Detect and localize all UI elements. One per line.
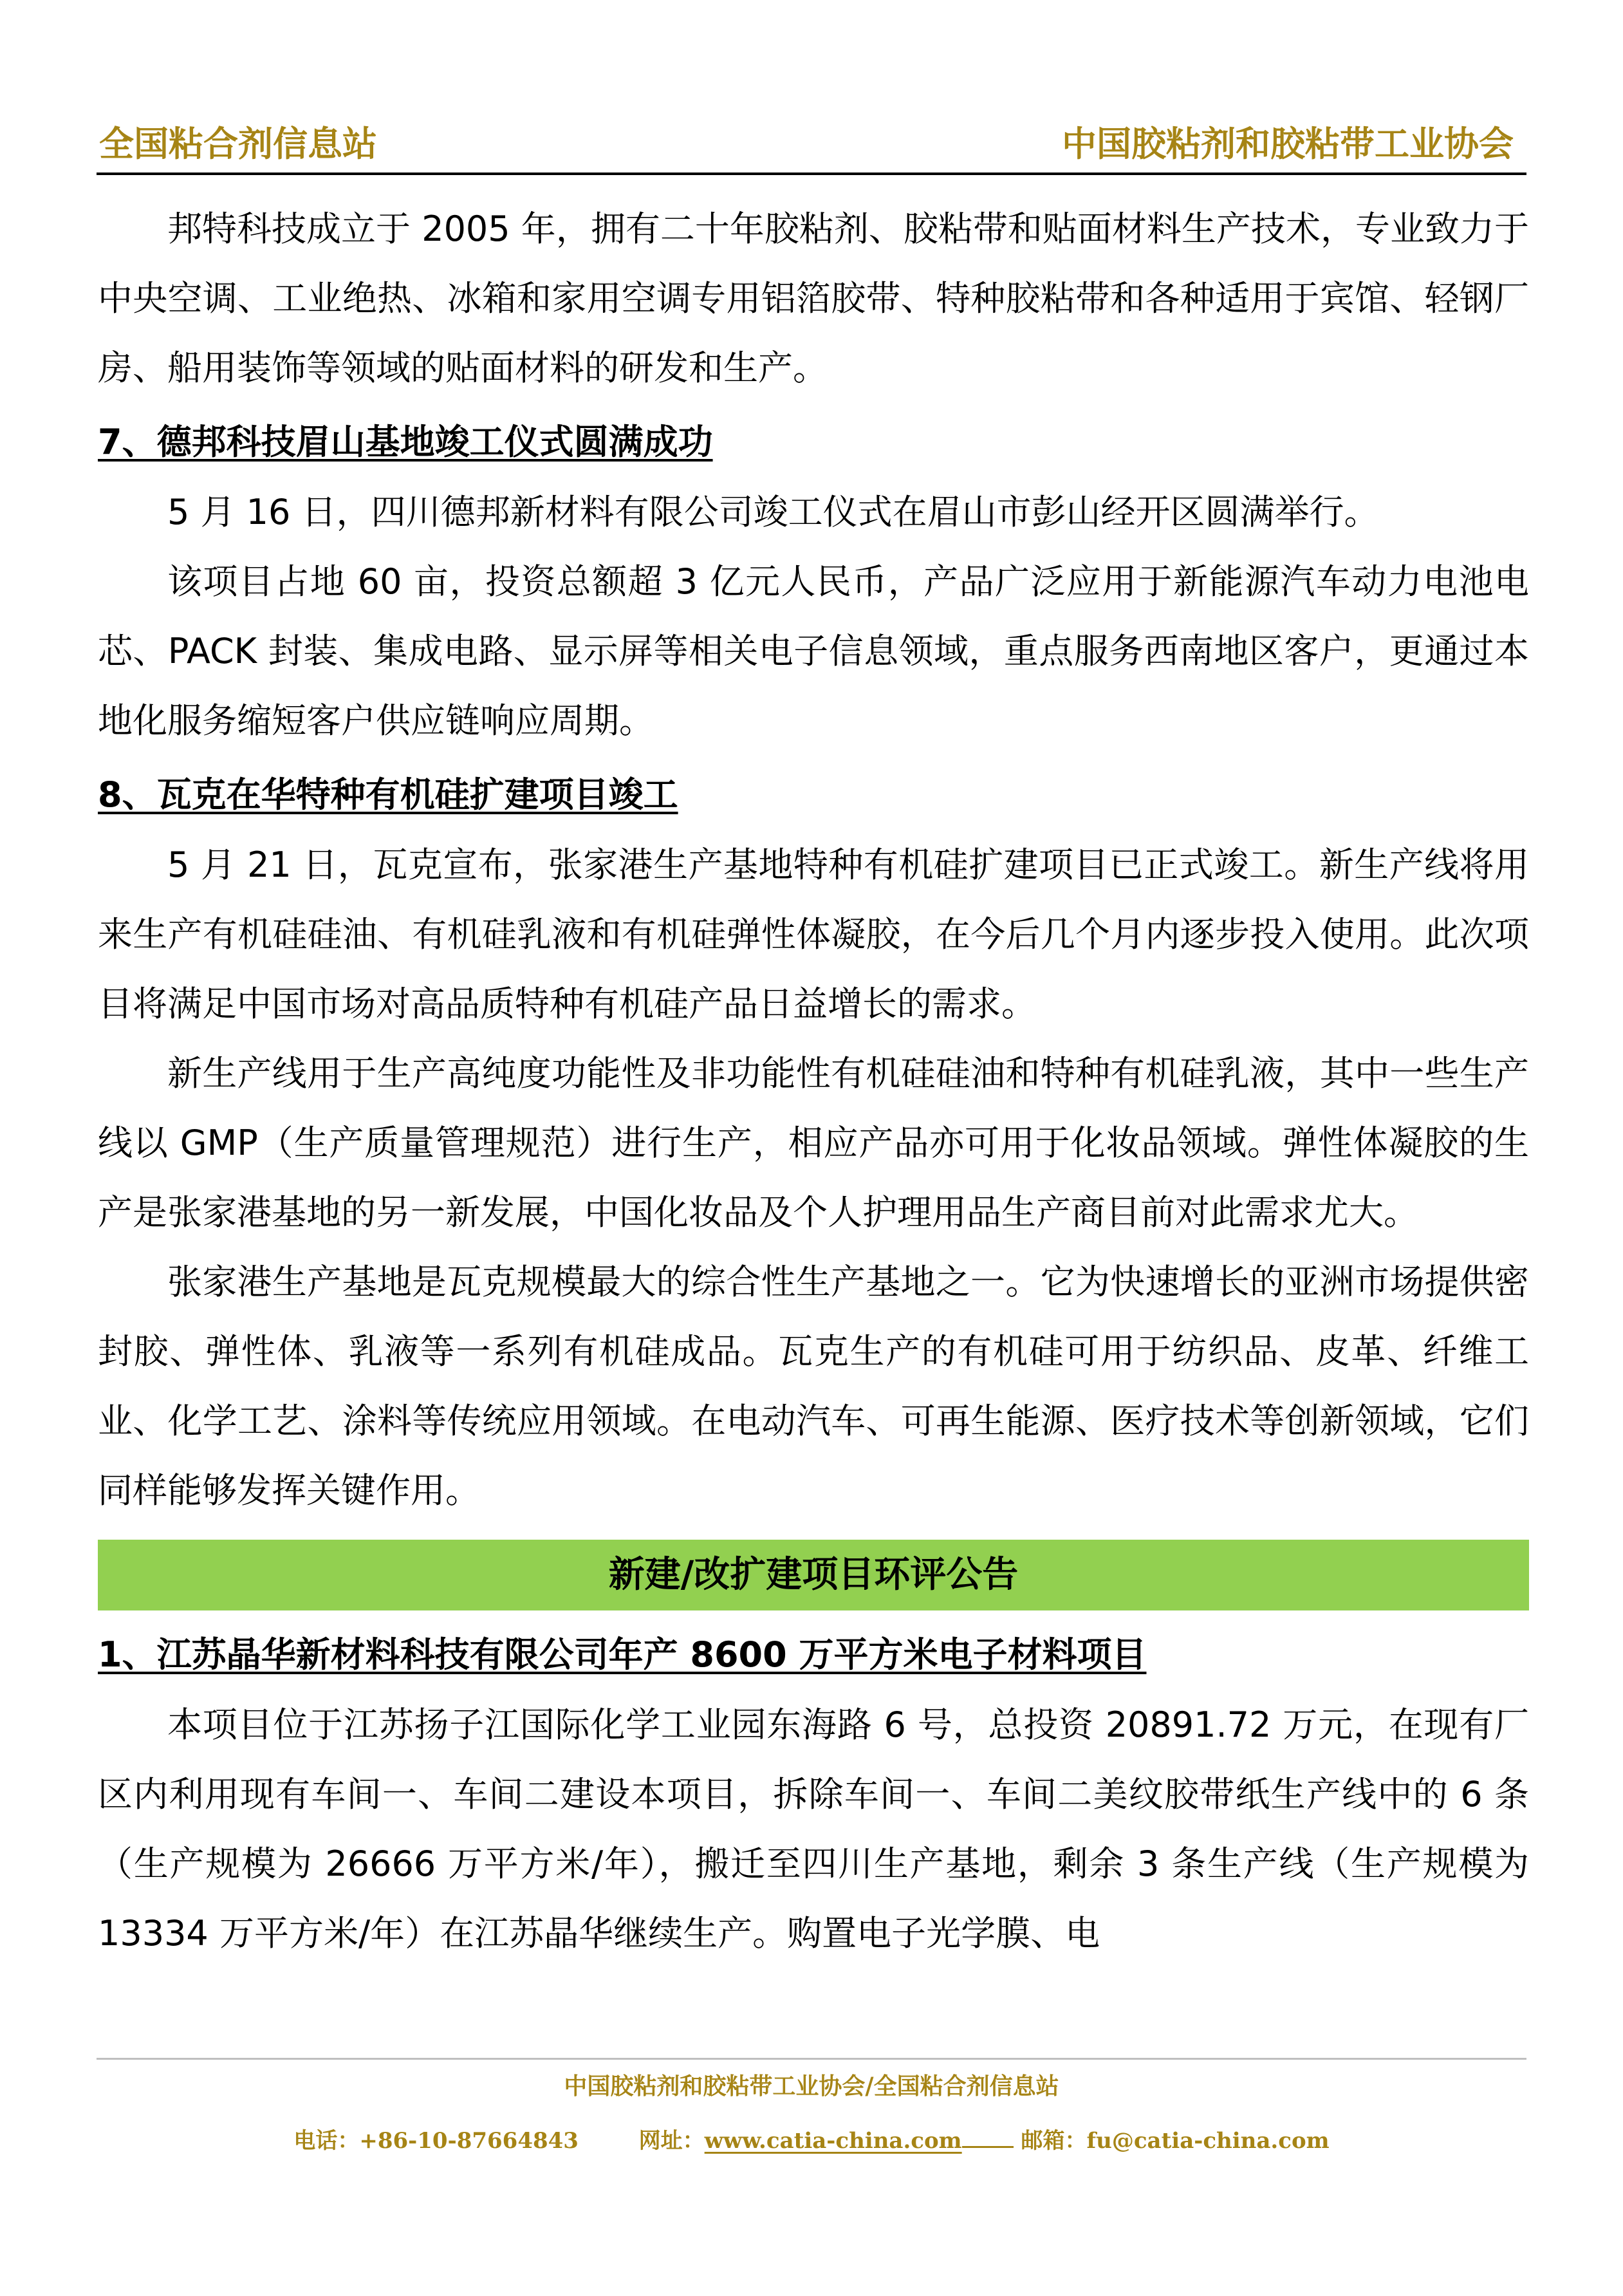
footer-website-label: 网址： (638, 2128, 705, 2154)
section-7-paragraph-2: 该项目占地 60 亩，投资总额超 3 亿元人民币，产品广泛应用于新能源汽车动力电池电芯、PACK 封装、集成电路、显示屏等相关电子信息领域，重点服务西南地区客户，更通过本地化服务缩短客户供应链响应周期。 (98, 561, 1529, 741)
section-8-heading: 8、瓦克在华特种有机硅扩建项目竣工 (98, 774, 678, 815)
section-7-heading: 7、德邦科技眉山基地竣工仪式圆满成功 (98, 422, 713, 462)
footer-website-link[interactable]: www.catia-china.com (704, 2128, 962, 2154)
section-7-paragraph-1: 5 月 16 日，四川德邦新材料有限公司竣工仪式在眉山市彭山经开区圆满举行。 (167, 492, 1379, 532)
article-body (98, 194, 1529, 1968)
section-8-paragraph-2: 新生产线用于生产高纯度功能性及非功能性有机硅硅油和特种有机硅乳液，其中一些生产线以 GMP（生产质量管理规范）进行生产，相应产品亦可用于化妆品领域。弹性体凝胶的生产是张家港基地的另一新发展，中国化妆品及个人护理用品生产商目前对此需求尤大。 (98, 1053, 1529, 1233)
footer-phone: 电话：+86-10-87664843 (293, 2128, 579, 2154)
footer-org: 中国胶粘剂和胶粘带工业协会/全国粘合剂信息站 (564, 2073, 1059, 2100)
page-header (97, 108, 1526, 175)
project-1-heading: 1、江苏晶华新材料科技有限公司年产 8600 万平方米电子材料项目 (98, 1634, 1147, 1675)
intro-paragraph: 邦特科技成立于 2005 年，拥有二十年胶粘剂、胶粘带和贴面材料生产技术，专业致力于中央空调、工业绝热、冰箱和家用空调专用铝箔胶带、特种胶粘带和各种适用于宾馆、轻钢厂房、船用装饰等领域的贴面材料的研发和生产。 (98, 209, 1529, 388)
section-8-paragraph-3: 张家港生产基地是瓦克规模最大的综合性生产基地之一。它为快速增长的亚洲市场提供密封胶、弹性体、乳液等一系列有机硅成品。瓦克生产的有机硅可用于纺织品、皮革、纤维工业、化学工艺、涂料等传统应用领域。在电动汽车、可再生能源、医疗技术等创新领域，它们同样能够发挥关键作用。 (98, 1262, 1529, 1511)
footer-email[interactable]: 邮箱：fu@catia-china.com (1021, 2128, 1330, 2154)
category-banner: 新建/改扩建项目环评公告 (98, 1540, 1529, 1610)
footer-contact (97, 2127, 1526, 2155)
section-8-paragraph-1: 5 月 21 日，瓦克宣布，张家港生产基地特种有机硅扩建项目已正式竣工。新生产线将用来生产有机硅硅油、有机硅乳液和有机硅弹性体凝胶，在今后几个月内逐步投入使用。此次项目将满足中国市场对高品质特种有机硅产品日益增长的需求。 (98, 845, 1529, 1024)
header-association-name: 中国胶粘剂和胶粘带工业协会 (1062, 124, 1514, 164)
page-footer (97, 2058, 1526, 2155)
project-1-paragraph: 本项目位于江苏扬子江国际化学工业园东海路 6 号，总投资 20891.72 万元，在现有厂区内利用现有车间一、车间二建设本项目，拆除车间一、车间二美纹胶带纸生产线中的 6 条（生产规模为 26666 万平方米/年），搬迁至四川生产基地，剩余 3 条生产线（生产规模为 13334 万平方米/年）在江苏晶华继续生产。购置电子光学膜、电 (98, 1704, 1529, 1954)
header-site-name: 全国粘合剂信息站 (99, 124, 377, 164)
